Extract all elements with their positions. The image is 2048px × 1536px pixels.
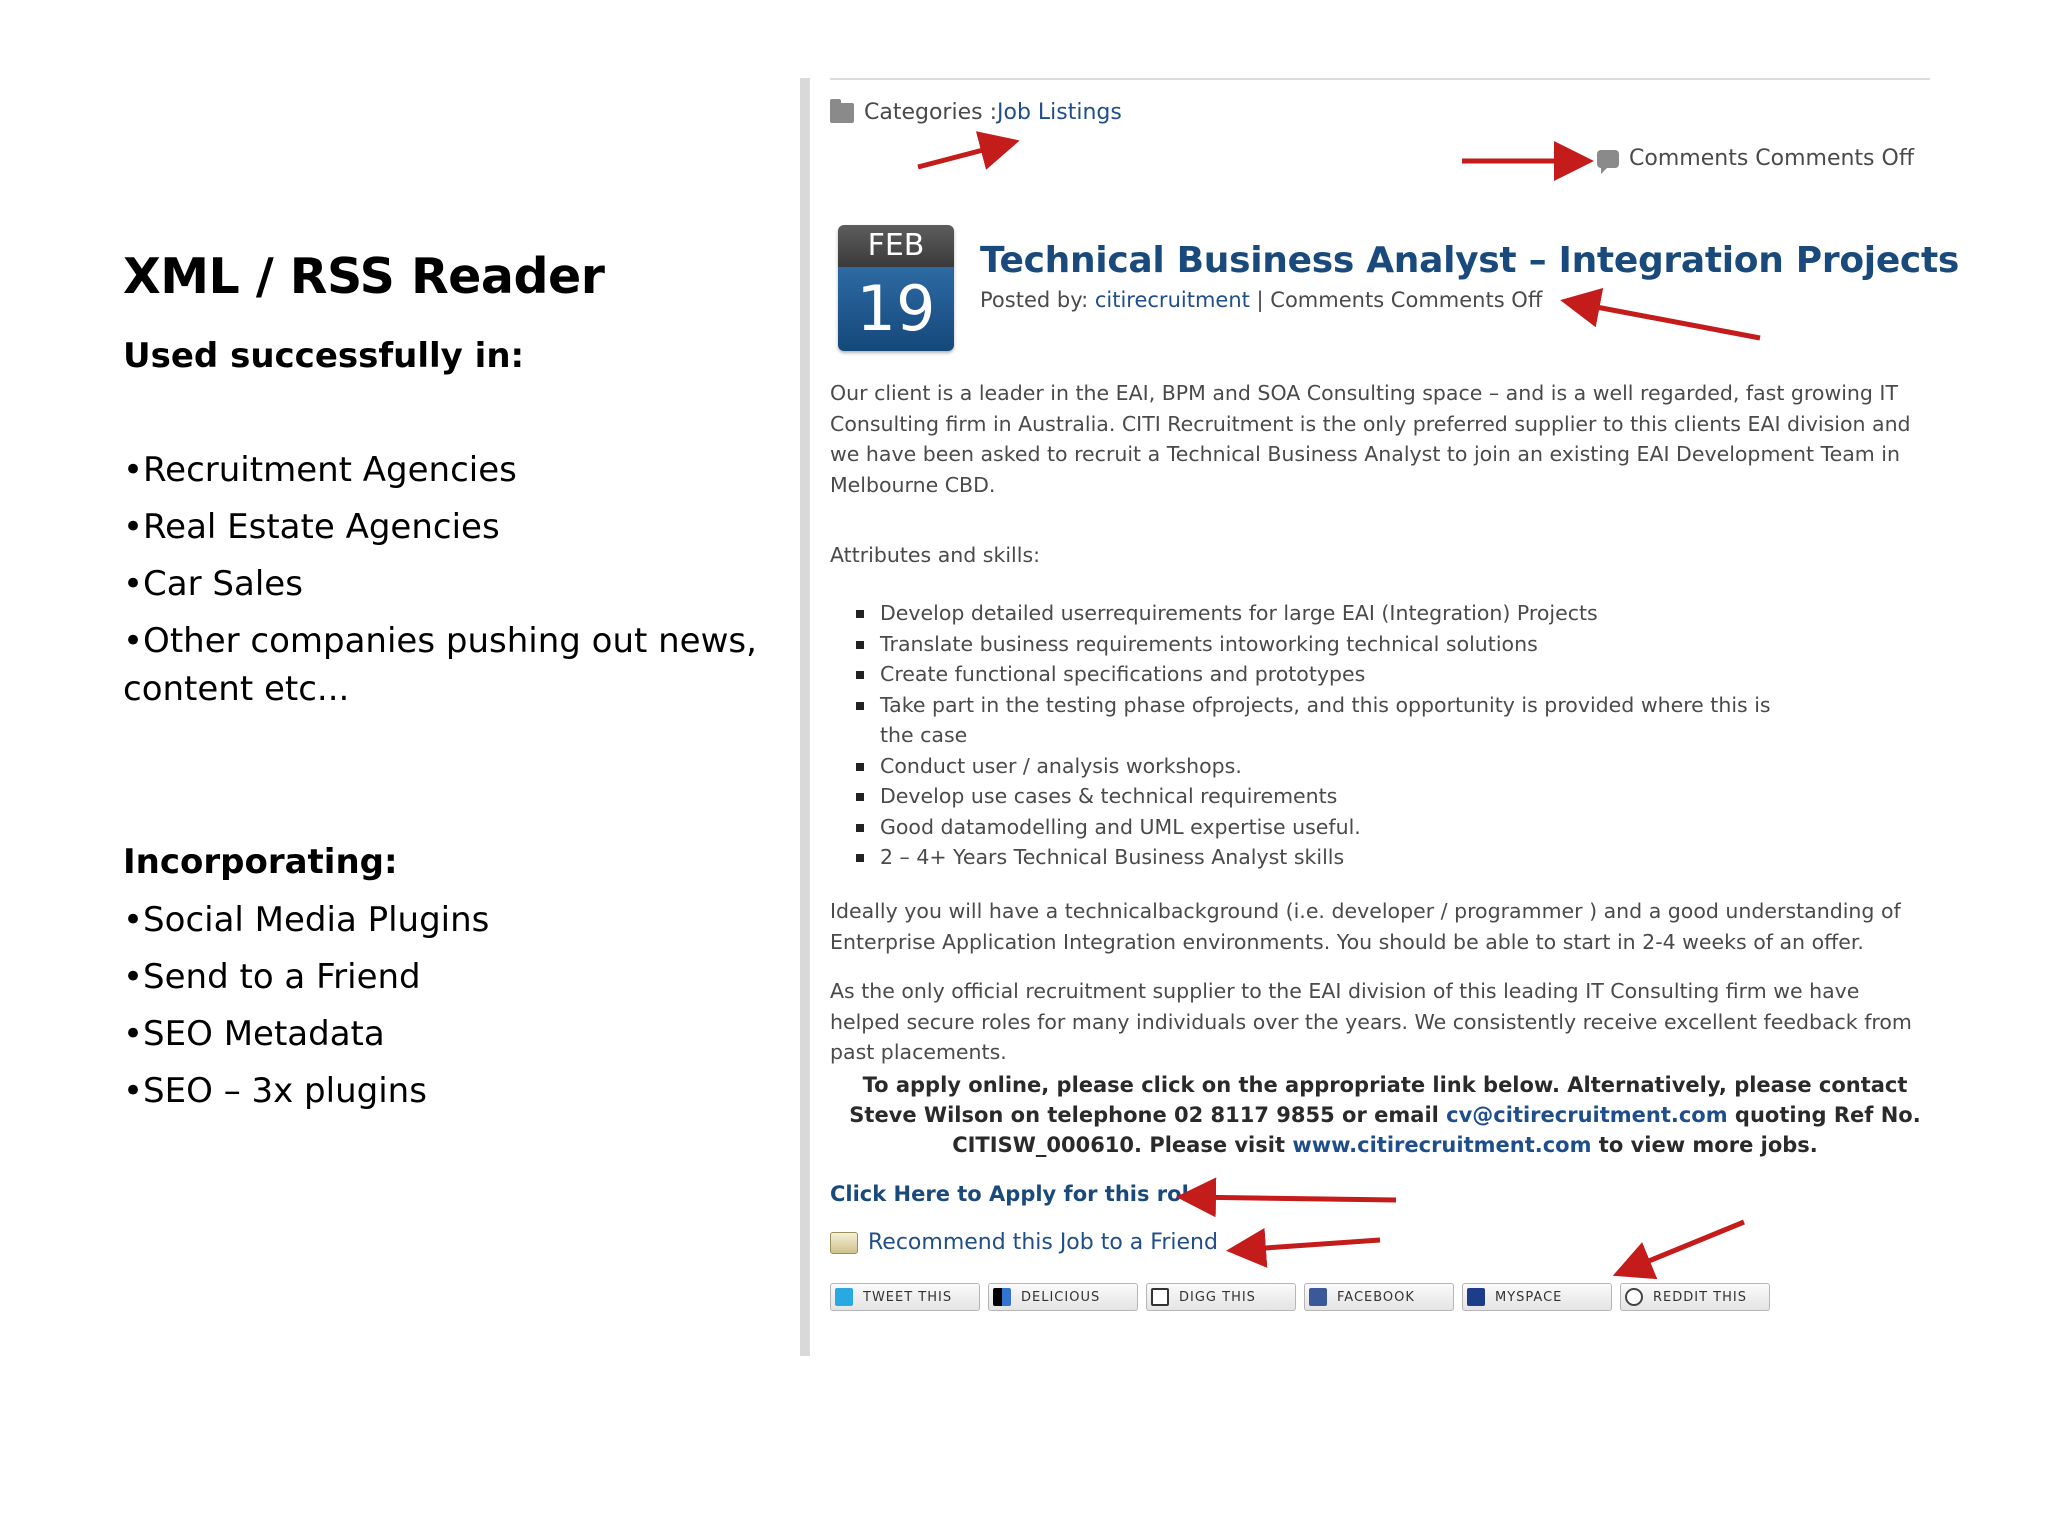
list-item: •Real Estate Agencies: [123, 507, 500, 547]
list-item: •Other companies pushing out news, content etc...: [123, 621, 757, 709]
apply-text: to view more jobs.: [1591, 1133, 1818, 1157]
skill-item: Good datamodelling and UML expertise useful.: [880, 812, 1860, 843]
recommend-link[interactable]: Recommend this Job to a Friend: [868, 1230, 1218, 1255]
apply-text: To apply online, please click on the appropriate link below. Alternatively, please contact Steve Wilson on telephone 02 8117 9855 or email: [849, 1073, 1908, 1127]
post-title[interactable]: Technical Business Analyst – Integration Projects: [980, 240, 1960, 281]
social-label: FACEBOOK: [1337, 1289, 1415, 1305]
arrow-icon: [1570, 302, 1760, 338]
posted-by-label: Posted by:: [980, 288, 1095, 312]
ideal-paragraph: Ideally you will have a technicalbackground (i.e. developer / programmer ) and a good understanding of Enterprise Application Integration environments. You should be able to start in 2-4 weeks of an offer.: [830, 899, 1901, 954]
list-item: •SEO Metadata: [123, 1014, 385, 1054]
apply-text: quoting Ref No. CITISW_000610. Please visit: [952, 1103, 1921, 1157]
social-label: DELICIOUS: [1021, 1289, 1101, 1305]
social-label: REDDIT THIS: [1653, 1289, 1747, 1305]
arrow-icon: [1622, 1222, 1744, 1272]
list-item: •Send to a Friend: [123, 957, 421, 997]
categories-label: Categories :: [864, 100, 997, 125]
apply-link[interactable]: Click Here to Apply for this role: [830, 1182, 1204, 1206]
skill-item: 2 – 4+ Years Technical Business Analyst skills: [880, 842, 1860, 873]
skill-item: Translate business requirements intoworking technical solutions: [880, 629, 1860, 660]
arrow-icon: [918, 143, 1010, 167]
list-item: •Social Media Plugins: [123, 900, 490, 940]
arrow-icon: [1236, 1240, 1380, 1250]
attributes-label: Attributes and skills:: [830, 543, 1041, 567]
used-heading: Used successfully in:: [123, 336, 525, 376]
official-paragraph: As the only official recruitment supplier to the EAI division of this leading IT Consulting firm we have helped secure roles for many individuals over the years. We consistently receive excellent feedback from past placements.: [830, 979, 1912, 1064]
skill-item: Develop use cases & technical requirements: [880, 781, 1860, 812]
skill-item: Take part in the testing phase ofprojects, and this opportunity is provided where this is the case: [880, 690, 1810, 751]
list-item: •Car Sales: [123, 564, 303, 604]
arrow-icon: [1186, 1197, 1396, 1200]
email-link[interactable]: cv@citirecruitment.com: [1446, 1103, 1728, 1127]
incorporating-heading: Incorporating:: [123, 842, 398, 882]
skill-item: Conduct user / analysis workshops.: [880, 751, 1860, 782]
date-month: FEB: [838, 225, 954, 267]
intro-paragraph: Our client is a leader in the EAI, BPM and SOA Consulting space – and is a well regarded, fast growing IT Consulting firm in Australia. CITI Recruitment is the only preferred supplier to this clients EAI division and we have been asked to recruit a Technical Business Analyst to join an existing EAI Development Team in Melbourne CBD.: [830, 381, 1911, 497]
date-day: 19: [838, 267, 954, 351]
social-label: TWEET THIS: [863, 1289, 953, 1305]
skill-item: Develop detailed userrequirements for large EAI (Integration) Projects: [880, 598, 1860, 629]
social-label: DIGG THIS: [1179, 1289, 1256, 1305]
comments-text: Comments Comments Off: [1629, 146, 1914, 171]
posted-comments: | Comments Comments Off: [1249, 288, 1543, 312]
list-item: •Recruitment Agencies: [123, 450, 517, 490]
website-link[interactable]: www.citirecruitment.com: [1292, 1133, 1592, 1157]
skill-item: Create functional specifications and prototypes: [880, 659, 1860, 690]
list-item: •SEO – 3x plugins: [123, 1071, 427, 1111]
category-link[interactable]: Job Listings: [997, 100, 1122, 125]
slide-title: XML / RSS Reader: [123, 248, 605, 305]
social-label: MYSPACE: [1495, 1289, 1563, 1305]
author-link[interactable]: citirecruitment: [1094, 288, 1250, 312]
